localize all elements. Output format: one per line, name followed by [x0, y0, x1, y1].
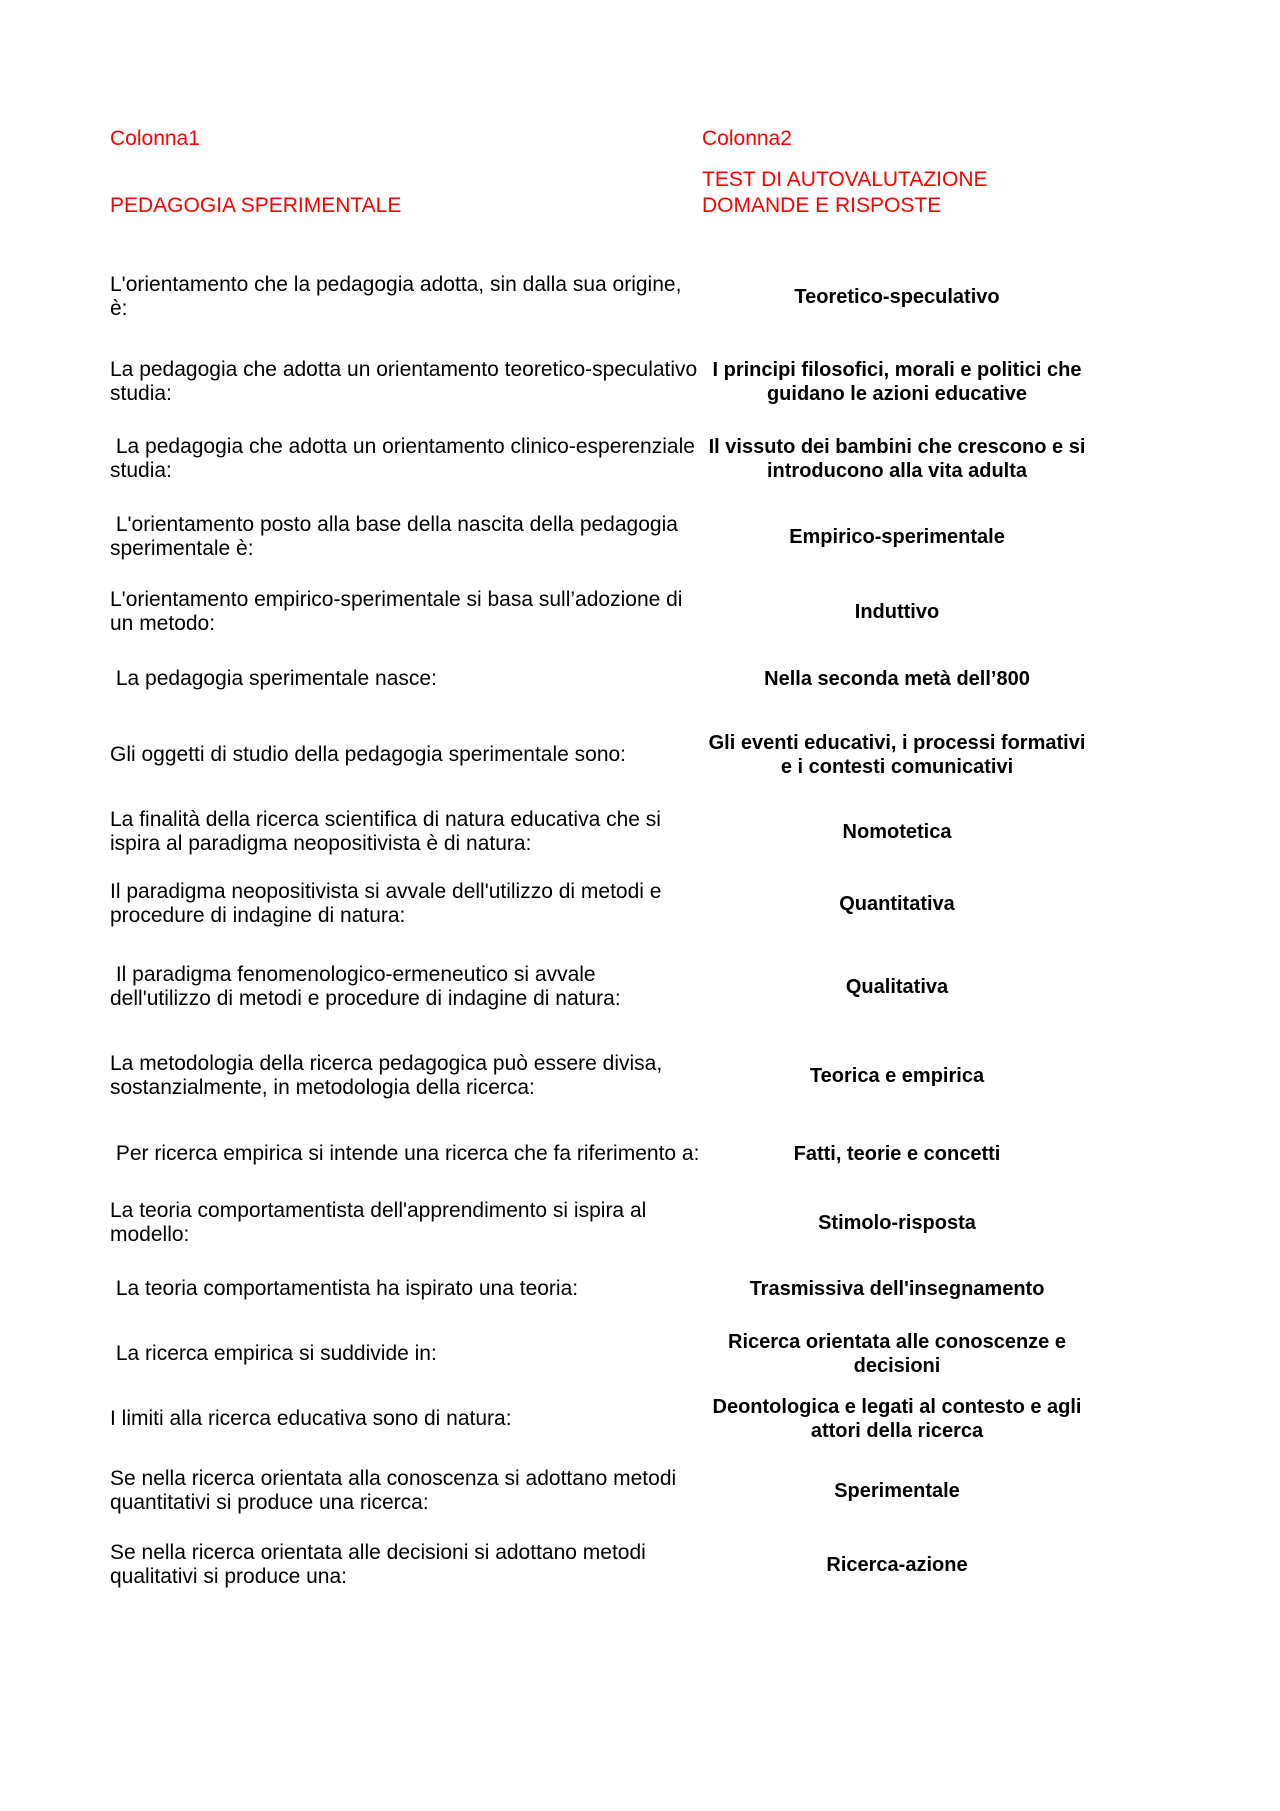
question-text: Se nella ricerca orientata alla conoscenza si adottano metodi quantitativi si produce una ricerca: — [110, 1467, 683, 1514]
qa-row — [110, 510, 1110, 564]
question-text: Il paradigma fenomenologico-ermeneutico si avvale dell'utilizzo di metodi e procedure di indagine di natura: — [110, 963, 621, 1010]
question-text: Gli oggetti di studio della pedagogia sperimentale sono: — [110, 743, 627, 766]
question-text: L'orientamento empirico-sperimentale si basa sull’adozione di un metodo: — [110, 588, 689, 635]
question-text: Il paradigma neopositivista si avvale dell'utilizzo di metodi e procedure di indagine di natura: — [110, 880, 668, 927]
qa-row — [110, 1262, 1110, 1316]
qa-row — [110, 1392, 1110, 1446]
answer-text: Quantitativa — [839, 893, 955, 915]
answer-text: Induttivo — [854, 601, 940, 623]
question-text: L'orientamento che la pedagogia adotta, sin dalla sua origine, è: — [110, 273, 688, 320]
column1-title: PEDAGOGIA SPERIMENTALE — [110, 194, 402, 217]
column1-label: Colonna1 — [110, 127, 200, 150]
question-text: Se nella ricerca orientata alle decisioni si adottano metodi qualitativi si produce una: — [110, 1541, 652, 1588]
question-text: Per ricerca empirica si intende una ricerca che fa riferimento a: — [110, 1142, 700, 1165]
column2-label: Colonna2 — [702, 127, 792, 150]
qa-row — [110, 585, 1110, 639]
question-text: La finalità della ricerca scientifica di natura educativa che si ispira al paradigma neopositivista è di natura: — [110, 808, 667, 855]
qa-row — [110, 355, 1110, 409]
qa-row — [110, 652, 1110, 706]
answer-text: Trasmissiva dell'insegnamento — [749, 1278, 1045, 1300]
column2-title-line1: TEST DI AUTOVALUTAZIONE — [702, 168, 988, 191]
answer-text: Empirico-sperimentale — [789, 526, 1005, 548]
qa-row — [110, 877, 1110, 931]
question-text: La ricerca empirica si suddivide in: — [110, 1342, 437, 1365]
answer-text: I principi filosofici, morali e politici che guidano le azioni educative — [712, 359, 1082, 405]
qa-row — [110, 1464, 1110, 1518]
qa-row — [110, 728, 1110, 782]
question-text: La teoria comportamentista ha ispirato una teoria: — [110, 1277, 579, 1300]
answer-text: Teoretico-speculativo — [794, 286, 1000, 308]
qa-row — [110, 960, 1110, 1014]
question-text: La pedagogia che adotta un orientamento teoretico-speculativo studia: — [110, 358, 704, 405]
question-text: L'orientamento posto alla base della nascita della pedagogia sperimentale è: — [110, 513, 684, 560]
qa-row — [110, 1127, 1110, 1181]
qa-row — [110, 432, 1110, 486]
column2-title-line2: DOMANDE E RISPOSTE — [702, 194, 942, 217]
question-text: La metodologia della ricerca pedagogica può essere divisa, sostanzialmente, in metodologia della ricerca: — [110, 1052, 669, 1099]
question-text: La pedagogia sperimentale nasce: — [110, 667, 437, 690]
question-text: La teoria comportamentista dell'apprendimento si ispira al modello: — [110, 1199, 653, 1246]
answer-text: Gli eventi educativi, i processi formativi e i contesti comunicativi — [708, 732, 1086, 778]
question-text: I limiti alla ricerca educativa sono di natura: — [110, 1407, 512, 1430]
answer-text: Stimolo-risposta — [818, 1212, 976, 1234]
answer-text: Qualitativa — [845, 976, 949, 998]
answer-text: Fatti, teorie e concetti — [793, 1143, 1001, 1165]
answer-text: Ricerca-azione — [826, 1554, 968, 1576]
answer-text: Nella seconda metà dell’800 — [764, 668, 1030, 690]
answer-text: Nomotetica — [842, 821, 952, 843]
qa-row — [110, 1049, 1110, 1103]
qa-row — [110, 805, 1110, 859]
answer-text: Teorica e empirica — [809, 1065, 985, 1087]
answer-text: Il vissuto dei bambini che crescono e si introducono alla vita adulta — [708, 436, 1086, 482]
qa-row — [110, 1196, 1110, 1250]
qa-row — [110, 270, 1110, 324]
question-text: La pedagogia che adotta un orientamento clinico-esperenziale studia: — [110, 435, 701, 482]
answer-text: Deontologica e legati al contesto e agli attori della ricerca — [712, 1396, 1082, 1442]
qa-row — [110, 1538, 1110, 1592]
answer-text: Ricerca orientata alle conoscenze e decisioni — [728, 1331, 1066, 1377]
answer-text: Sperimentale — [834, 1480, 960, 1502]
qa-row — [110, 1327, 1110, 1381]
